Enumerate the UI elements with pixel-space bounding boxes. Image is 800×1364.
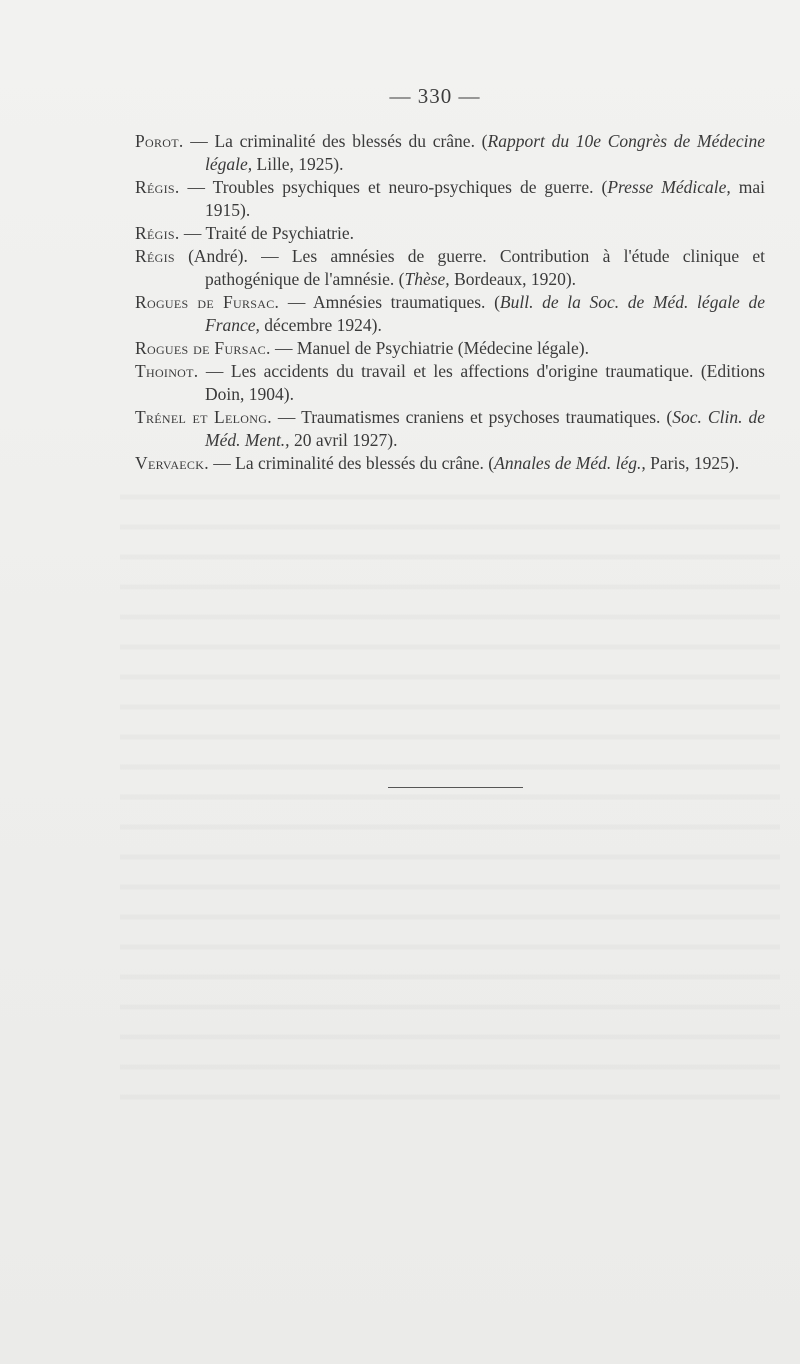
entry-text: — Traumatismes craniens et psychoses traumatiques. ( — [271, 407, 673, 427]
entry-author: Thoinot. — [135, 361, 199, 381]
entry-author: Trénel et Lelong. — [135, 407, 272, 427]
bibliography-entry — [135, 130, 765, 176]
entry-author: Rogues de Fursac. — [135, 338, 271, 358]
bibliography-entry — [135, 452, 765, 475]
entry-rest: 20 avril 1927). — [289, 430, 398, 450]
entry-source: Bull. de la Soc. de Méd. légale de France, — [205, 292, 765, 335]
entry-author: Régis. — [135, 223, 180, 243]
entry-author: Rogues de Fursac. — [135, 292, 280, 312]
bibliography-entry — [135, 222, 765, 245]
entry-author: Régis. — [135, 177, 180, 197]
entry-text: — Manuel de Psychiatrie (Médecine légale). — [270, 338, 589, 358]
entry-text: — Traité de Psychiatrie. — [179, 223, 355, 243]
entry-text: — La criminalité des blessés du crâne. ( — [208, 453, 495, 473]
entry-text: — Amnésies traumatiques. ( — [279, 292, 500, 312]
entry-text: — La criminalité des blessés du crâne. ( — [183, 131, 488, 151]
bleed-through-texture — [120, 480, 780, 1100]
entry-text: — Troubles psychiques et neuro-psychiques de guerre. ( — [179, 177, 608, 197]
entry-text: — Les amnésies de guerre. Contribution à l'étude clinique et pathogénique de l'amnésie. ( — [205, 246, 765, 289]
entry-rest: mai 1915). — [205, 177, 765, 220]
entry-author: Vervaeck. — [135, 453, 209, 473]
entry-source: Presse Médicale, — [607, 177, 731, 197]
entry-source: Thèse, — [404, 269, 450, 289]
bibliography-entry — [135, 245, 765, 291]
page-number: — 330 — — [389, 84, 481, 108]
bibliography-entry — [135, 176, 765, 222]
entry-source: Rapport du 10e Congrès de Médecine légale, — [205, 131, 766, 174]
entry-rest: décembre 1924). — [259, 315, 382, 335]
entry-source: Annales de Méd. lég., — [494, 453, 646, 473]
entry-rest: Lille, 1925). — [252, 154, 344, 174]
entry-author-suffix: (André). — [174, 246, 248, 266]
entry-rest: Paris, 1925). — [645, 453, 740, 473]
entry-source: Soc. Clin. de Méd. Ment., — [205, 407, 765, 450]
end-rule — [388, 787, 523, 788]
bibliography-entry — [135, 291, 765, 337]
bibliography-list — [135, 130, 765, 475]
entry-author: Régis — [135, 246, 175, 266]
entry-text: — Les accidents du travail et les affections d'origine traumatique. (Editions Doin, 1904). — [198, 361, 765, 404]
bibliography-entry — [135, 406, 765, 452]
entry-rest: Bordeaux, 1920). — [449, 269, 577, 289]
bibliography-entry — [135, 360, 765, 406]
entry-author: Porot. — [135, 131, 184, 151]
bibliography-entry — [135, 337, 765, 360]
